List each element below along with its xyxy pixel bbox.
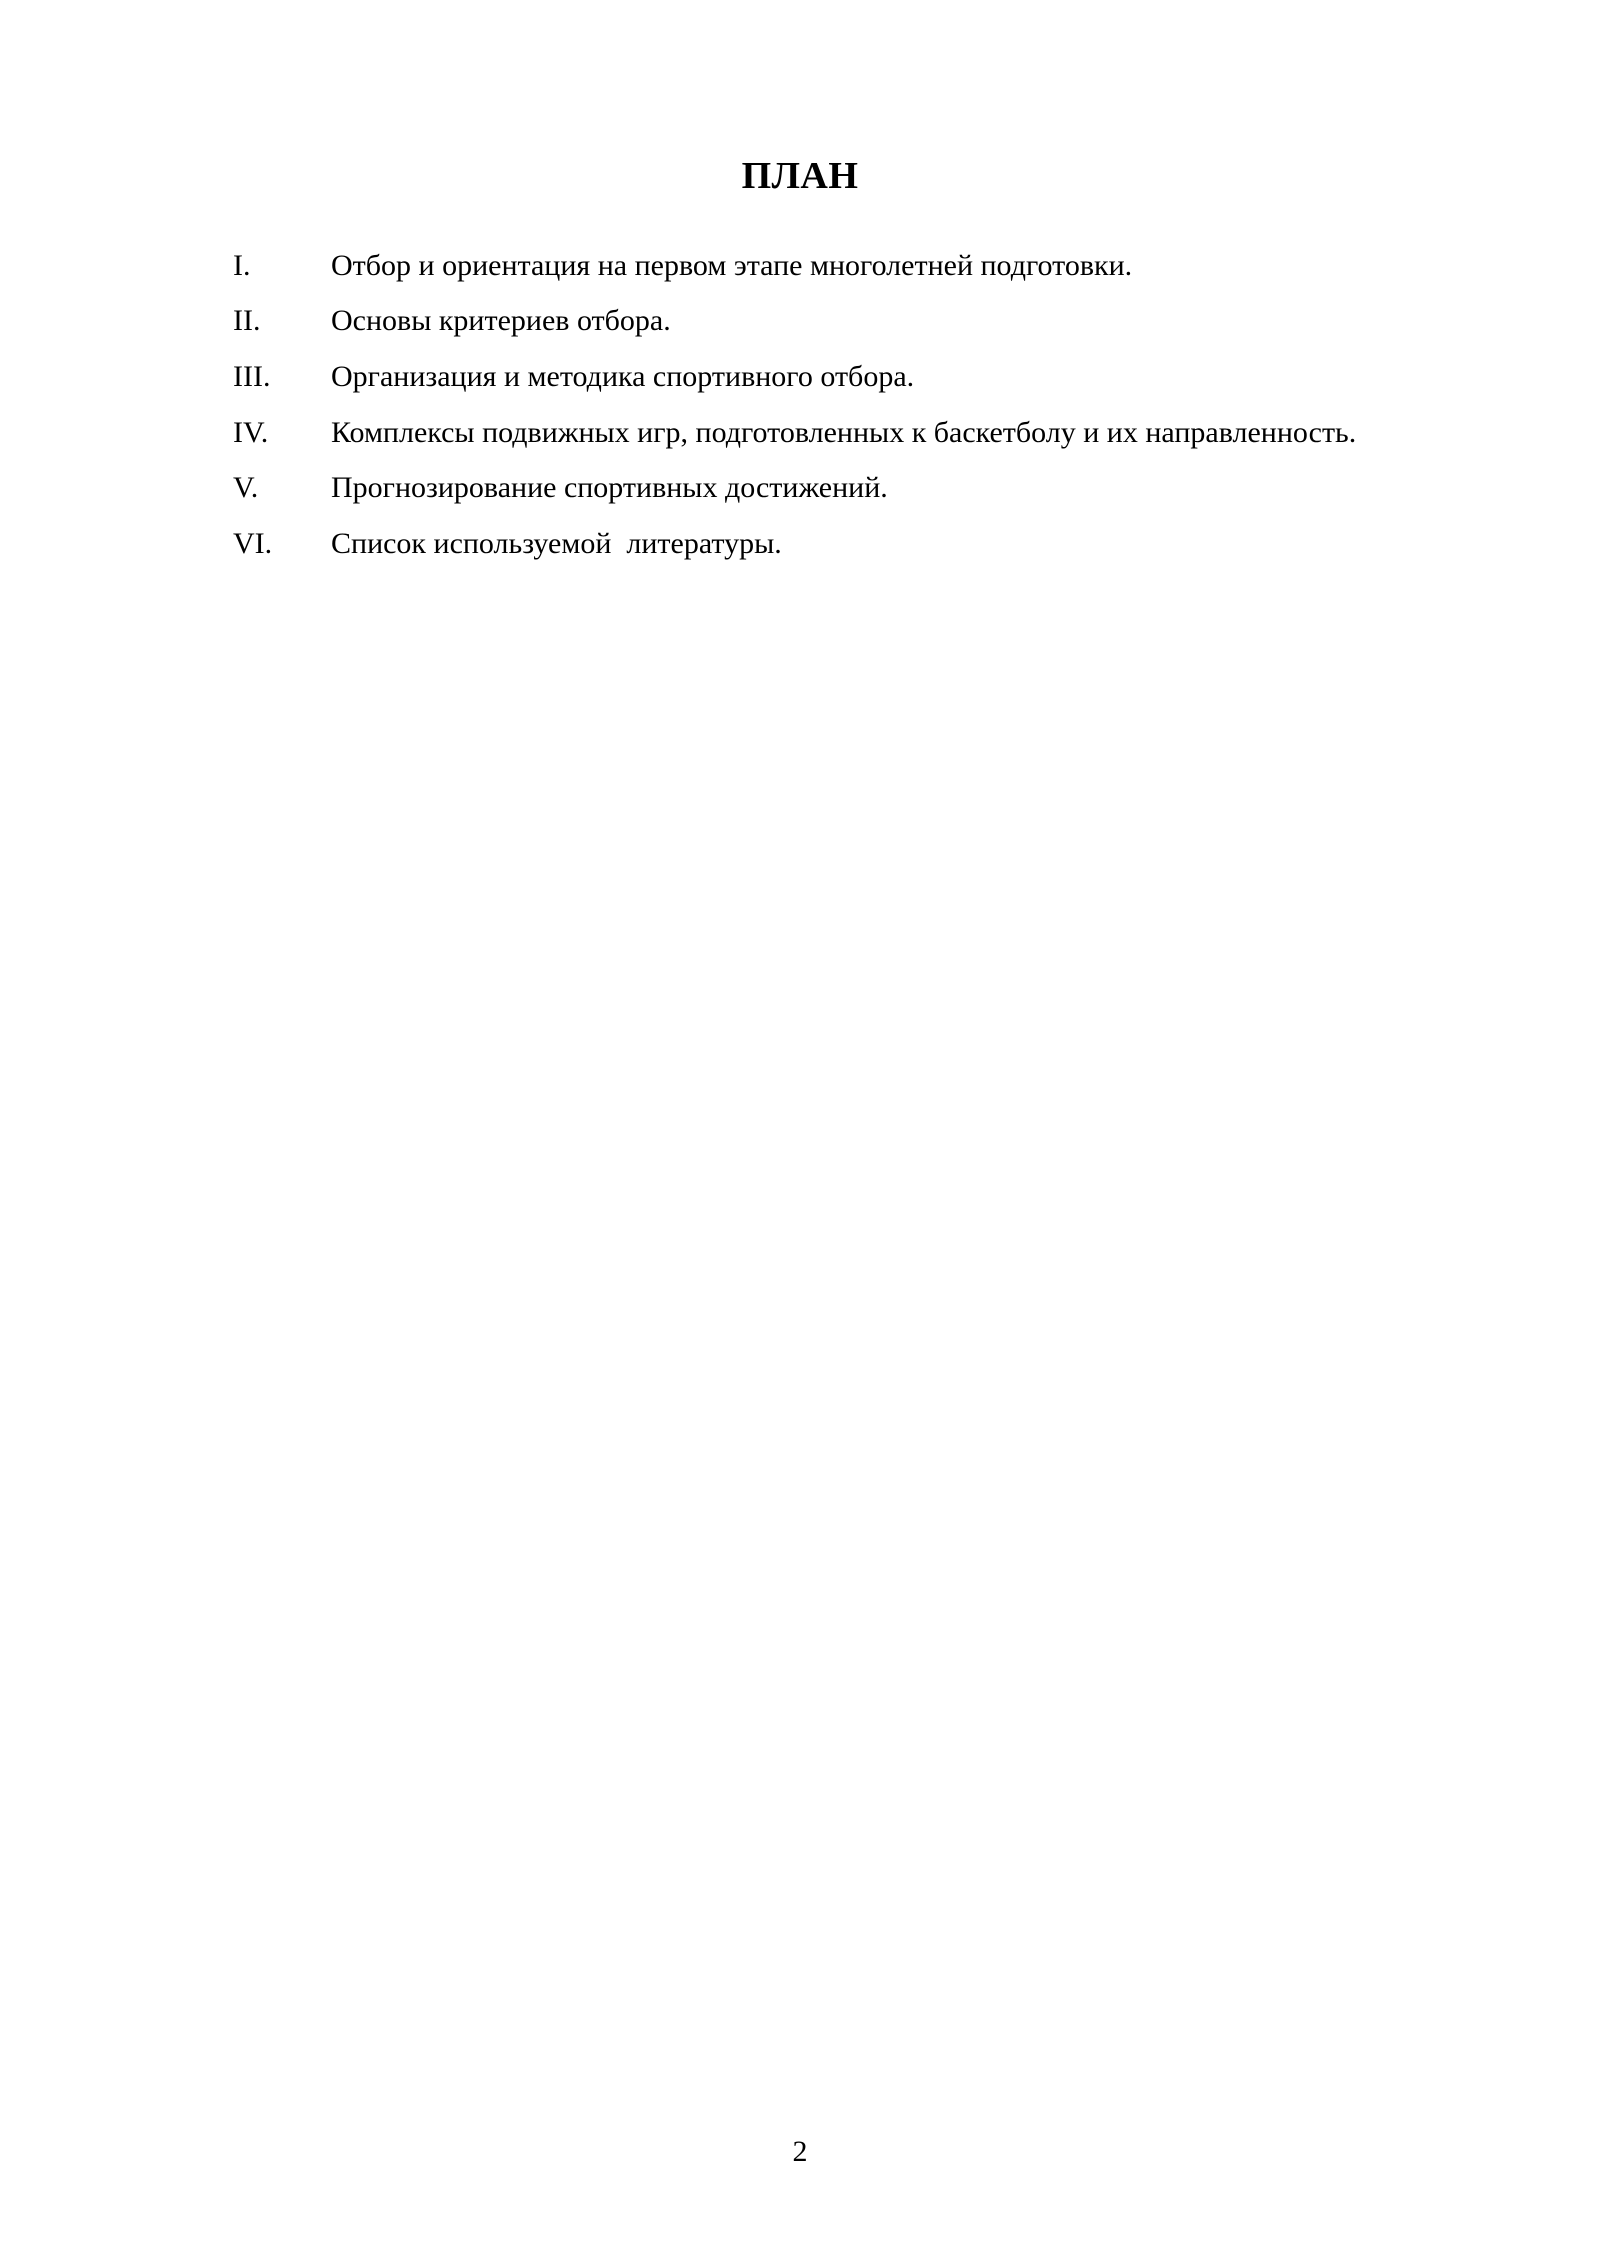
list-item: [233, 294, 1533, 350]
item-number: II.: [233, 304, 261, 338]
page-title: ПЛАН: [741, 155, 859, 197]
item-number: V.: [233, 471, 259, 505]
item-text: Организация и методика спортивного отбора.: [331, 359, 915, 393]
item-number: VI.: [233, 526, 273, 560]
item-text: Комплексы подвижных игр, подготовленных к баскетболу и их направленность.: [331, 415, 1357, 449]
item-text: Основы критериев отбора.: [331, 304, 671, 338]
item-number: III.: [233, 359, 271, 393]
item-number: I.: [233, 248, 251, 282]
item-text: Список используемой литературы.: [331, 526, 782, 560]
list-item: [233, 238, 1533, 294]
page-number: 2: [792, 2135, 808, 2168]
item-text: Прогнозирование спортивных достижений.: [331, 471, 888, 505]
list-item: [233, 405, 1533, 461]
list-item: [233, 349, 1533, 405]
item-number: IV.: [233, 415, 269, 449]
item-text: Отбор и ориентация на первом этапе многолетней подготовки.: [331, 248, 1133, 282]
list-item: [233, 516, 1533, 572]
plan-list: [233, 238, 1533, 572]
list-item: [233, 460, 1533, 516]
